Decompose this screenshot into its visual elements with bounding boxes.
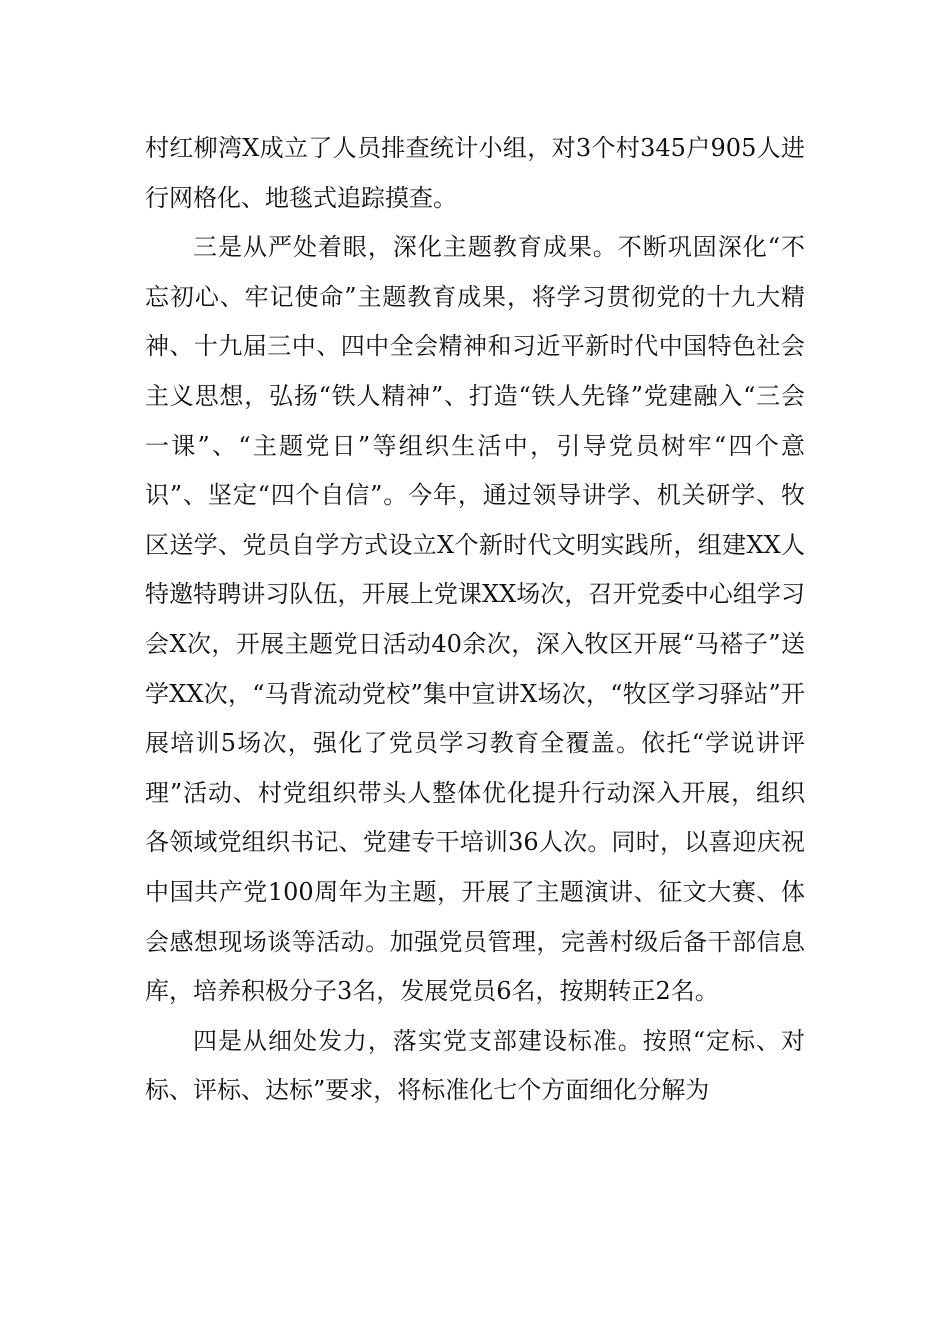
paragraph-section-three: 三是从严处着眼，深化主题教育成果。不断巩固深化“不忘初心、牢记使命”主题教育成果，将学习贯彻党的十九大精神、十九届三中、四中全会精神和习近平新时代中国特色社会主义思想，弘扬“铁人精神”、打造“铁人先锋”党建融入“三会一课”、“主题党日”等组织生活中，引导党员树牢“四个意识”、坚定“四个自信”。今年，通过领导讲学、机关研学、牧区送学、党员自学方式设立X个新时代文明实践所，组建XX人特邀特聘讲习队伍，开展上党课XX场次，召开党委中心组学习会X次，开展主题党日活动40余次，深入牧区开展“马褡子”送学XX次，“马背流动党校”集中宣讲X场次，“牧区学习驿站”开展培训5场次，强化了党员学习教育全覆盖。依托“学说讲评理”活动、村党组织带头人整体优化提升行动深入开展，组织各领域党组织书记、党建专干培训36人次。同时，以喜迎庆祝中国共产党100周年为主题，开展了主题演讲、征文大赛、体会感想现场谈等活动。加强党员管理，完善村级后备干部信息库，培养积极分子3名，发展党员6名，按期转正2名。 [145, 233, 805, 1006]
document-page [145, 124, 805, 1116]
paragraph-continuation: 村红柳湾X成立了人员排查统计小组，对3个村345户905人进行网格化、地毯式追踪摸查。 [145, 134, 805, 212]
paragraph-section-four: 四是从细处发力，落实党支部建设标准。按照“定标、对标、评标、达标”要求，将标准化七个方面细化分解为 [145, 1026, 805, 1105]
